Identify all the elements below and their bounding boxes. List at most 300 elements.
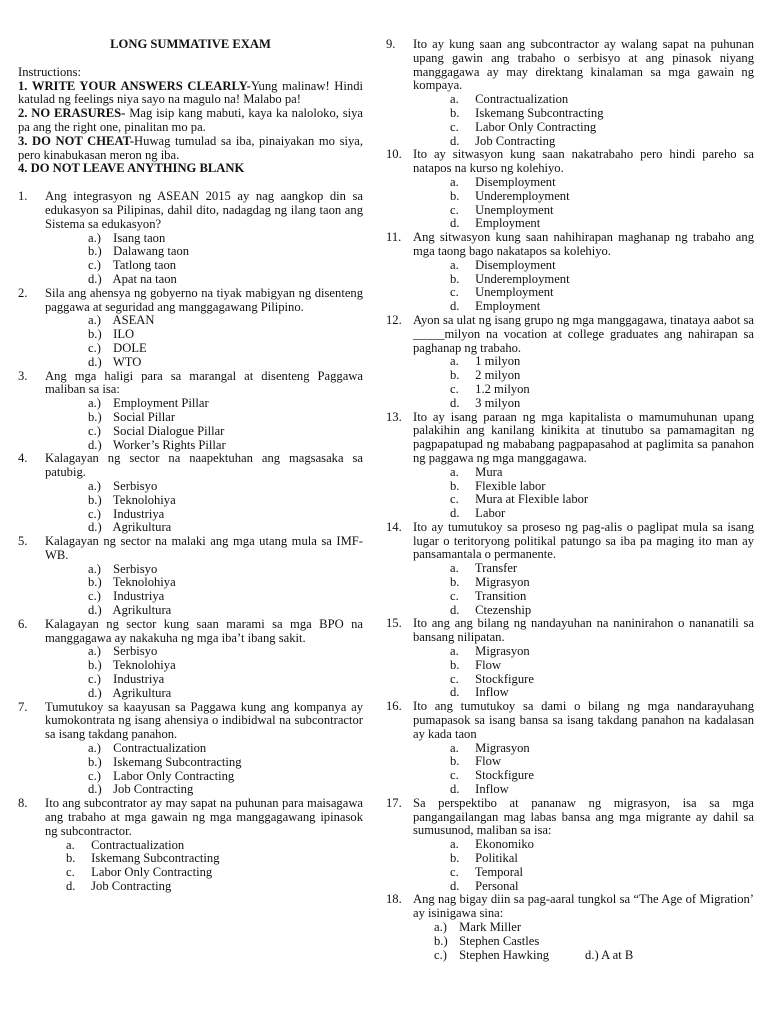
option-letter: c. (450, 492, 459, 507)
option-text: Tatlong taon (112, 258, 177, 273)
option-letter: d. (450, 133, 460, 148)
option-item (88, 770, 363, 784)
option-item (66, 839, 363, 853)
options-list (386, 645, 754, 700)
option-text: Labor Only Contracting (91, 865, 213, 880)
option-text: Migrasyon (475, 644, 530, 659)
option-item (66, 880, 363, 894)
option-text: Contractualization (91, 837, 185, 852)
option-item (450, 686, 754, 700)
question-number: 5. (18, 534, 28, 549)
question-number: 15. (386, 616, 402, 631)
option-item (450, 369, 754, 383)
option-text: Transfer (474, 561, 518, 576)
option-item (434, 935, 754, 949)
question-18 (386, 893, 754, 921)
options-list (386, 259, 754, 314)
instructions (18, 66, 363, 176)
question-14 (386, 521, 754, 562)
option-text: Dalawang taon (113, 244, 190, 259)
option-text: Iskemang Subcontracting (475, 105, 604, 120)
option-letter: b.) (88, 244, 102, 259)
options-list (18, 480, 363, 535)
option-item (88, 687, 363, 701)
question-text: Sila ang ahensya ng gobyerno na tiyak mabigyan ng disenteng paggawa at seguridad ang manggagawang Pilipino. (45, 285, 363, 314)
option-text: Job Contracting (475, 133, 556, 148)
option-item (88, 328, 363, 342)
option-letter: b. (450, 368, 460, 383)
question-text: Ito ang tumutukoy sa dami o bilang ng mga nandarayuhang pumapasok sa isang bansa sa isang takdang panahon na kadalasan ay kada taon (413, 699, 754, 741)
option-item (450, 397, 754, 411)
option-item (88, 604, 363, 618)
options-list (18, 742, 363, 797)
option-letter: b.) (88, 754, 102, 769)
option-text: 3 milyon (475, 395, 521, 410)
option-item (88, 245, 363, 259)
option-item (88, 645, 363, 659)
instruction-2 (18, 107, 363, 135)
option-text: Migrasyon (475, 575, 530, 590)
option-text: Agrikultura (112, 603, 172, 618)
option-text: Isang taon (113, 230, 166, 245)
question-text: Kalagayan ng sector kung saan marami sa mga BPO na manggagawa ay nakakuha ng mga iba’t ibang sakit. (45, 616, 363, 645)
question-5 (18, 535, 363, 563)
option-item (450, 135, 754, 149)
question-13 (386, 411, 754, 466)
option-text: Mura at Flexible labor (475, 492, 589, 507)
option-letter: a. (450, 561, 459, 576)
option-letter: c. (450, 285, 459, 300)
option-text: Mura (475, 464, 503, 479)
question-text: Ayon sa ulat ng isang grupo ng mga manggagawa, tinataya aabot sa _____milyon na vocation at college graduates ang nahirapan sa paghanap ng trabaho. (413, 312, 754, 355)
question-number: 4. (18, 451, 28, 466)
option-text: Iskemang Subcontracting (113, 754, 242, 769)
exam-title: LONG SUMMATIVE EXAM (110, 37, 271, 51)
option-letter: d. (66, 879, 76, 894)
instruction-4 (18, 162, 363, 176)
option-letter: d.) (88, 782, 102, 797)
question-text: Ito ay sitwasyon kung saan nakatrabaho pero hindi pareho sa natapos na kurso ng kolehiyo. (413, 147, 754, 176)
option-text: Serbisyo (113, 644, 158, 659)
question-3 (18, 370, 363, 398)
option-letter: d. (450, 395, 460, 410)
option-item (88, 314, 363, 328)
option-text: Job Contracting (91, 879, 172, 894)
question-number: 13. (386, 409, 402, 424)
question-number: 2. (18, 285, 28, 300)
options-list (18, 839, 363, 894)
question-17 (386, 797, 754, 838)
question-15 (386, 617, 754, 645)
option-letter: a. (66, 837, 75, 852)
option-item (450, 121, 754, 135)
question-12 (386, 314, 754, 355)
option-item (450, 300, 754, 314)
option-letter: a.) (88, 741, 101, 756)
option-item (450, 507, 754, 521)
option-letter: a. (450, 92, 459, 107)
option-letter: d.) (88, 520, 102, 535)
option-item (66, 852, 363, 866)
question-number: 3. (18, 368, 28, 383)
options-list (18, 397, 363, 452)
option-item (88, 397, 363, 411)
option-text: Agrikultura (112, 685, 172, 700)
option-letter: d.) (88, 354, 102, 369)
option-text: Worker’s Rights Pillar (112, 437, 226, 452)
option-text: Flow (475, 657, 502, 672)
option-letter: b. (450, 188, 460, 203)
instruction-2-text: Mag isip kang mabuti, kaya ka naloloko, siya pa ang the right one, pinalitan mo pa. (18, 106, 364, 134)
question-text: Ang mga haligi para sa marangal at disenteng Paggawa maliban sa isa: (45, 368, 363, 397)
option-text: ILO (113, 327, 135, 342)
question-text: Ito ang subcontrator ay may sapat na puhunan para maisagawa ang trabaho at mga gawain ng mga manggagawang ipinasok ng subcontractor. (45, 796, 363, 838)
option-text: Industriya (113, 672, 165, 687)
option-letter: b.) (88, 327, 102, 342)
option-item (66, 866, 363, 880)
option-letter: a.) (88, 644, 101, 659)
option-item (88, 521, 363, 535)
option-letter: c.) (434, 947, 447, 962)
option-letter: a. (450, 257, 459, 272)
option-letter: a.) (88, 561, 101, 576)
option-letter: a. (450, 464, 459, 479)
option-text: Mark Miller (459, 920, 522, 934)
option-text: Inflow (475, 685, 509, 700)
option-item (88, 480, 363, 494)
option-text: Job Contracting (113, 782, 194, 797)
option-item (450, 259, 754, 273)
question-number: 16. (386, 699, 402, 714)
option-text: ASEAN (112, 313, 155, 328)
question-number: 17. (386, 795, 402, 810)
option-text: Underemployment (475, 188, 570, 203)
option-text: Flow (475, 754, 502, 769)
option-text: Migrasyon (475, 740, 530, 755)
option-letter: c.) (88, 506, 101, 521)
option-letter: b.) (88, 575, 102, 590)
option-text: WTO (112, 354, 142, 369)
option-letter: c. (450, 119, 459, 134)
question-7 (18, 701, 363, 742)
option-text: Politikal (475, 851, 518, 866)
option-text: Social Pillar (113, 409, 176, 424)
option-text: Social Dialogue Pillar (113, 423, 225, 438)
option-item (450, 204, 754, 218)
option-item (450, 355, 754, 369)
option-text: 1.2 milyon (475, 381, 530, 396)
option-item (450, 604, 754, 618)
option-letter: a.) (88, 313, 101, 328)
option-item (88, 659, 363, 673)
option-letter: a.) (434, 920, 447, 934)
question-10 (386, 148, 754, 176)
instructions-heading: Instructions: (18, 64, 81, 79)
option-text: Disemployment (475, 257, 556, 272)
options-list (386, 466, 754, 521)
option-text: Unemployment (475, 202, 554, 217)
question-16 (386, 700, 754, 741)
options-list (386, 838, 754, 893)
option-letter: b.) (434, 933, 448, 948)
option-item (88, 494, 363, 508)
option-letter: a.) (88, 396, 101, 411)
option-item (88, 576, 363, 590)
question-number: 18. (386, 892, 402, 907)
question-text: Ito ay tumutukoy sa proseso ng pag-alis o paglipat mula sa isang lugar o teritoryong politikal patungo sa iba pa maging ito man ay pansamantala o permanente. (413, 519, 754, 562)
option-text: Labor Only Contracting (475, 119, 597, 134)
instruction-3-text: Huwag tumulad sa iba, pinaiyakan mo siya, pero kinabukasan meron ng iba. (18, 133, 364, 162)
option-text: Industriya (113, 589, 165, 604)
option-text: Contractualization (113, 741, 207, 756)
question-text: Sa perspektibo at pananaw ng migrasyon, isa sa mga pangangailangan mag labas bansa ang mga migrante ay dahil sa sumusunod, maliban sa isa: (413, 795, 754, 838)
option-letter: b.) (88, 492, 102, 507)
option-letter: c. (450, 864, 459, 879)
option-letter: d. (450, 602, 460, 617)
option-text: Stephen Castles (459, 933, 540, 948)
option-letter: c.) (88, 258, 101, 273)
option-item (88, 273, 363, 287)
option-item (88, 508, 363, 522)
option-letter: b. (450, 575, 460, 590)
option-letter: d.) (88, 271, 102, 286)
instruction-3 (18, 135, 363, 163)
option-item (88, 590, 363, 604)
question-number: 14. (386, 519, 402, 534)
question-text: Kalagayan ng sector na malaki ang mga utang mula sa IMF-WB. (45, 534, 363, 562)
question-number: 6. (18, 616, 28, 631)
options-list (18, 314, 363, 369)
option-text: Underemployment (475, 271, 570, 286)
question-text: Ang sitwasyon kung saan nahihirapan maghanap ng trabaho ang mga taong bago nakatapos sa kolehiyo. (413, 230, 754, 258)
option-letter: c. (66, 865, 75, 880)
option-letter: a. (450, 740, 459, 755)
option-text: Flexible labor (475, 478, 546, 493)
question-text: Ito ang ang bilang ng nandayuhan na naninirahon o nananatili sa bansang nilipatan. (413, 616, 754, 645)
option-letter: c. (450, 381, 459, 396)
question-text: Ang nag bigay diin sa pag-aaral tungkol sa “The Age of Migration’ ay isinigawa sina: (413, 892, 754, 921)
option-item (88, 439, 363, 453)
option-letter: b. (66, 851, 76, 866)
question-text: Kalagayan ng sector na naapektuhan ang magsasaka sa patubig. (45, 451, 363, 480)
option-letter: d. (450, 299, 460, 314)
option-item (450, 493, 754, 507)
option-text: Labor (475, 506, 506, 521)
option-letter: c.) (88, 768, 101, 783)
option-item (450, 176, 754, 190)
options-list (386, 742, 754, 797)
options-list (386, 176, 754, 231)
option-letter: c. (450, 202, 459, 217)
option-letter: b. (450, 851, 460, 866)
questions-left (18, 190, 363, 894)
option-item (450, 742, 754, 756)
option-item (450, 755, 754, 769)
question-number: 8. (18, 796, 28, 811)
option-item (88, 356, 363, 370)
options-list (18, 645, 363, 700)
question-number: 12. (386, 312, 402, 327)
option-item (434, 949, 754, 963)
option-letter: c. (450, 768, 459, 783)
option-letter: b.) (88, 409, 102, 424)
option-letter: d. (450, 878, 460, 893)
options-list (386, 921, 754, 962)
instruction-4-label: 4. DO NOT LEAVE ANYTHING BLANK (18, 161, 245, 176)
option-letter: a. (450, 354, 459, 369)
option-letter: d. (450, 216, 460, 231)
option-item (450, 383, 754, 397)
question-9 (386, 38, 754, 93)
option-text: Teknolohiya (112, 575, 176, 590)
option-letter: b. (450, 754, 460, 769)
option-text: Ekonomiko (475, 837, 534, 852)
option-extra: d.) A at B (585, 947, 634, 962)
option-text: Serbisyo (113, 561, 158, 576)
option-item (450, 190, 754, 204)
option-letter: a. (450, 174, 459, 189)
option-letter: a. (450, 837, 459, 852)
option-text: 1 milyon (475, 354, 521, 369)
option-letter: c. (450, 588, 459, 603)
option-item (450, 659, 754, 673)
options-list (386, 562, 754, 617)
option-text: Industriya (113, 506, 165, 521)
option-letter: b. (450, 657, 460, 672)
right-column (386, 38, 754, 962)
option-text: Employment (475, 216, 541, 231)
option-item (450, 769, 754, 783)
option-item (88, 232, 363, 246)
question-1 (18, 190, 363, 231)
option-text: Temporal (474, 864, 523, 879)
option-text: Serbisyo (113, 478, 158, 493)
instruction-1 (18, 80, 363, 108)
option-text: Ctezenship (475, 602, 532, 617)
option-item (88, 425, 363, 439)
option-letter: d.) (88, 685, 102, 700)
option-item (450, 107, 754, 121)
question-6 (18, 618, 363, 646)
option-item (450, 93, 754, 107)
instruction-1-text: Yung malinaw! Hindi katulad ng feelings niya sayo na magulo na! Malabo pa! (18, 78, 363, 107)
question-text: Ito ay isang paraan ng mga kapitalista o mamumuhunan upang palakihin ang kanilang kinikita at tinutubo sa pamamagitan ng pagpapatupad ng mababang pagpapasahod at paglimita sa panahon ng paggawa ng mga manggagawa. (413, 409, 754, 465)
option-letter: b.) (88, 658, 102, 673)
question-2 (18, 287, 363, 315)
instruction-2-label: 2. NO ERASURES- (18, 106, 126, 121)
option-letter: a. (450, 644, 459, 659)
option-item (88, 563, 363, 577)
option-item (88, 411, 363, 425)
option-text: Teknolohiya (112, 658, 176, 673)
option-item (88, 756, 363, 770)
option-letter: b. (450, 105, 460, 120)
question-number: 11. (386, 230, 402, 245)
option-item (88, 673, 363, 687)
question-8 (18, 797, 363, 838)
left-column (18, 38, 363, 894)
option-item (450, 673, 754, 687)
option-item (450, 480, 754, 494)
option-item (450, 576, 754, 590)
option-item (450, 217, 754, 231)
option-letter: b. (450, 478, 460, 493)
option-item (450, 880, 754, 894)
option-item (88, 742, 363, 756)
option-text: Iskemang Subcontracting (91, 851, 220, 866)
option-item (88, 342, 363, 356)
question-4 (18, 452, 363, 480)
option-item (450, 866, 754, 880)
option-item (434, 921, 754, 935)
option-letter: c.) (88, 589, 101, 604)
option-letter: a.) (88, 230, 101, 245)
option-text: Employment Pillar (113, 396, 209, 411)
option-text: Disemployment (475, 174, 556, 189)
option-item (450, 562, 754, 576)
option-letter: c.) (88, 340, 101, 355)
instruction-1-label: 1. WRITE YOUR ANSWERS CLEARLY- (18, 78, 251, 93)
option-text: Teknolohiya (112, 492, 176, 507)
question-number: 1. (18, 189, 28, 204)
question-11 (386, 231, 754, 259)
option-letter: d.) (88, 603, 102, 618)
options-list (386, 355, 754, 410)
option-letter: c. (450, 671, 459, 686)
option-item (88, 259, 363, 273)
option-item (450, 273, 754, 287)
questions-right (386, 38, 754, 962)
option-text: Labor Only Contracting (113, 768, 235, 783)
option-item (450, 645, 754, 659)
option-item (450, 838, 754, 852)
option-text: Agrikultura (112, 520, 172, 535)
option-item (450, 852, 754, 866)
question-number: 10. (386, 147, 402, 162)
option-letter: d.) (88, 437, 102, 452)
option-text: Unemployment (475, 285, 554, 300)
option-letter: c.) (88, 423, 101, 438)
question-text: Ang integrasyon ng ASEAN 2015 ay nag aangkop din sa edukasyon sa Pilipinas, dahil dito, nadagdag ng ilang taon ang Sistema sa edukasyon? (45, 189, 363, 231)
option-letter: d. (450, 685, 460, 700)
option-letter: c.) (88, 672, 101, 687)
options-list (18, 563, 363, 618)
option-item (450, 590, 754, 604)
option-letter: d. (450, 782, 460, 797)
instruction-3-label: 3. DO NOT CHEAT- (18, 133, 135, 148)
option-text: DOLE (113, 340, 147, 355)
option-letter: d. (450, 506, 460, 521)
option-text: Personal (475, 878, 519, 893)
option-text: Employment (475, 299, 541, 314)
question-number: 7. (18, 699, 28, 714)
option-text: Contractualization (475, 92, 569, 107)
option-item (450, 286, 754, 300)
option-text: 2 milyon (475, 368, 521, 383)
options-list (386, 93, 754, 148)
option-item (88, 783, 363, 797)
option-text: Stockfigure (475, 768, 534, 783)
question-text: Tumutukoy sa kaayusan sa Paggawa kung ang kompanya ay kumokontrata ng isang ahensiya o indibidwal na subcontractor sa isang takdang panahon. (45, 699, 363, 742)
option-item (450, 466, 754, 480)
option-text: Apat na taon (112, 271, 177, 286)
option-item (450, 783, 754, 797)
option-text: Transition (474, 588, 527, 603)
option-letter: b. (450, 271, 460, 286)
question-text: Ito ay kung saan ang subcontractor ay walang sapat na puhunan upang gawin ang trabaho o serbisyo at ang pinasok niyang manggagawa ay may direktang kinalaman sa mga gawain ng kompaya. (413, 37, 754, 93)
options-list (18, 232, 363, 287)
option-text: Stephen Hawking (459, 947, 550, 962)
